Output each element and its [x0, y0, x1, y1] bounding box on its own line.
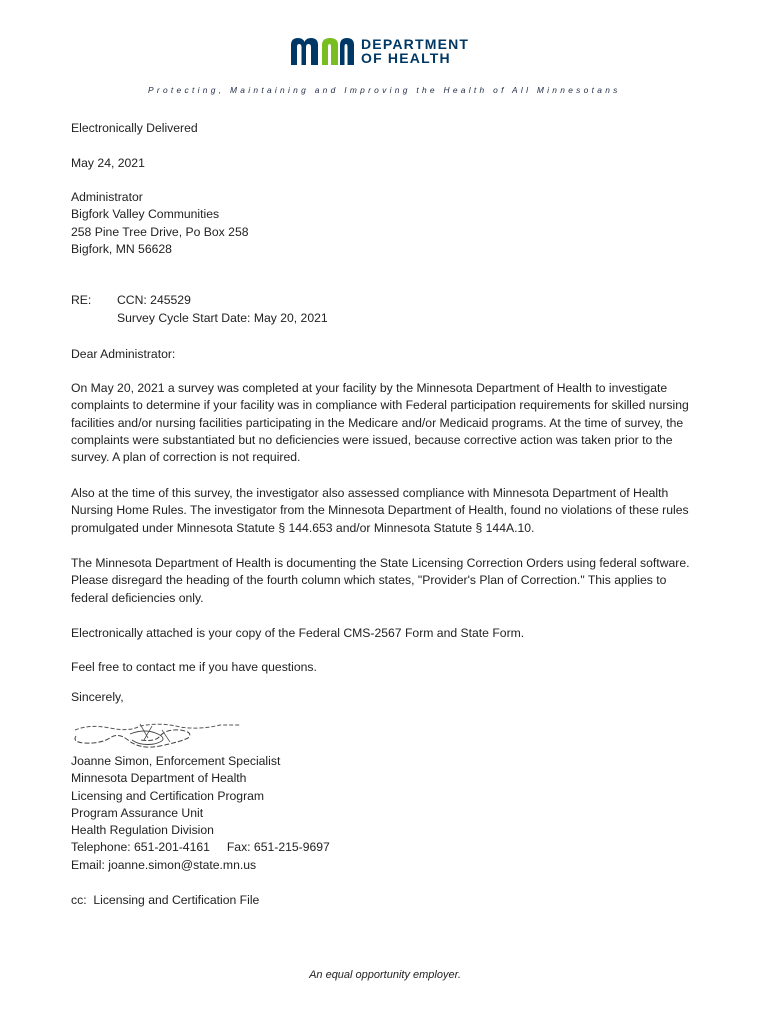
signer-line: Health Regulation Division — [71, 823, 214, 838]
signer-line: Program Assurance Unit — [71, 805, 204, 820]
logo-line-2: OF HEALTH — [361, 50, 451, 66]
address-line: Bigfork Valley Communities — [71, 207, 220, 222]
signer-line: Minnesota Department of Health — [71, 771, 247, 786]
delivery-note: Electronically Delivered — [71, 121, 198, 135]
re-label: RE: — [71, 293, 92, 307]
cc-line: cc: Licensing and Certification File — [71, 893, 260, 907]
mn-logo-icon — [289, 35, 355, 67]
address-line: Administrator — [71, 190, 143, 204]
logo-line-1: DEPARTMENT — [361, 36, 470, 52]
salutation: Dear Administrator: — [71, 347, 176, 361]
letter-date: May 24, 2021 — [71, 156, 145, 170]
footer-equal-opportunity: An equal opportunity employer. — [309, 969, 461, 981]
signature-image — [70, 720, 245, 754]
paragraph-contact: Feel free to contact me if you have questions. — [71, 660, 317, 674]
paragraph-survey: On May 20, 2021 a survey was completed at your facility by the Minnesota Department of Health to investigate complaints to determine if your facility was in compliance with Federal participation requirements for skilled nursing facilities and/or nursing facilities participating in the Medicare and/or Medicaid programs. At the time of survey, the complaints were substantiated but no deficiencies were issued, because corrective action was taken prior to the survey. A plan of correction is not required. — [71, 381, 689, 465]
signer-line: Joanne Simon, Enforcement Specialist — [71, 754, 281, 768]
signer-line: Licensing and Certification Program — [71, 788, 265, 803]
re-ccn: CCN: 245529 — [117, 293, 191, 307]
recipient-address — [71, 189, 249, 258]
paragraph-software: The Minnesota Department of Health is documenting the State Licensing Correction Orders using federal software. Please disregard the heading of the fourth column which states, "Provider's Plan of Correction." This applies to federal deficiencies only. — [71, 556, 690, 605]
paragraph-attachment: Electronically attached is your copy of the Federal CMS-2567 Form and State Form. — [71, 626, 525, 640]
address-line: 258 Pine Tree Drive, Po Box 258 — [71, 224, 249, 239]
address-line: Bigfork, MN 56628 — [71, 241, 172, 256]
signer-phone-fax: Telephone: 651-201-4161 Fax: 651-215-9697 — [71, 840, 330, 855]
signer-email: Email: joanne.simon@state.mn.us — [71, 857, 257, 872]
re-survey-date: Survey Cycle Start Date: May 20, 2021 — [117, 311, 328, 325]
signer-block — [71, 753, 330, 874]
closing: Sincerely, — [71, 690, 124, 704]
paragraph-state-rules: Also at the time of this survey, the investigator also assessed compliance with Minnesota Department of Health Nursing Home Rules. The investigator from the Minnesota Department of Health, found no violations of these rules promulgated under Minnesota Statute § 144.653 and/or Minnesota Statute § 144A.10. — [71, 486, 689, 535]
mdh-logo — [289, 33, 469, 69]
tagline: Protecting, Maintaining and Improving the Health of All Minnesotans — [148, 85, 621, 95]
